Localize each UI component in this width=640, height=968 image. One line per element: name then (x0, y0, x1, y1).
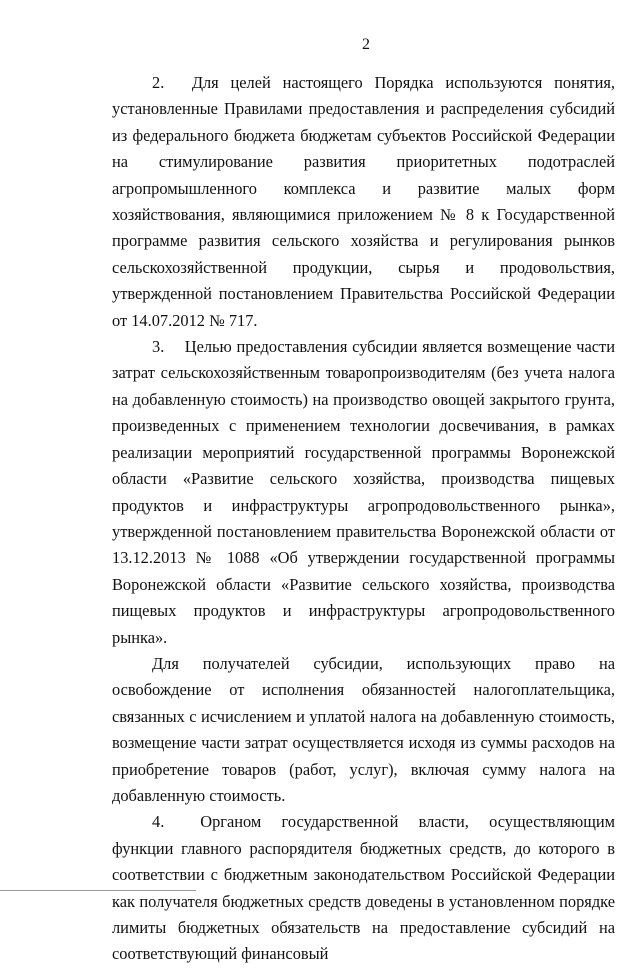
paragraph-3 (112, 334, 615, 651)
paragraph-text: Органом государственной власти, осуществляющим функции главного распорядителя бюджетных средств, до которого в соответствии с бюджетным законодательством Российской Федерации как получателя бюджетных средств доведены в установленном порядке лимиты бюджетных обязательств на предоставление субсидий на соответствующий финансовый (112, 812, 615, 964)
paragraph-text: Для получателей субсидии, использующих право на освобождение от исполнения обязанностей налогоплательщика, связанных с исчислением и уплатой налога на добавленную стоимость, возмещение части затрат осуществляется исходя из суммы расходов на приобретение товаров (работ, услуг), включая сумму налога на добавленную стоимость. (112, 653, 615, 805)
paragraph-number: 2. (152, 73, 165, 92)
footer-divider (0, 890, 196, 891)
paragraph-number: 4. (152, 812, 165, 832)
paragraph-4 (112, 809, 615, 967)
paragraph-text: Целью предоставления субсидии является возмещение части затрат сельскохозяйственным товаропроизводителям (без учета налога на добавленную стоимость) на производство овощей закрытого грунта, произведенных с применением технологии досвечивания, в рамках реализации мероприятий государственной программы Воронежской области «Развитие сельского хозяйства, производства пищевых продуктов и инфраструктуры агропродовольственного рынка», утвержденной постановлением правительства Воронежской области от 13.12.2013 № 1088 «Об утверждении государственной программы Воронежской области «Развитие сельского хозяйства, производства пищевых продуктов и инфраструктуры агропродовольственного рынка». (112, 337, 615, 647)
paragraph-number: 3. (152, 337, 165, 357)
paragraph-3-continued (112, 651, 615, 809)
document-body (112, 70, 615, 968)
paragraph-2 (112, 70, 615, 334)
paragraph-text: Для целей настоящего Порядка используются понятия, установленные Правилами предоставления и распределения субсидий из федерального бюджета бюджетам субъектов Российской Федерации на стимулирование развития приоритетных подотраслей агропромышленного комплекса и развитие малых форм хозяйствования, являющимися приложением № 8 к Государственной программе развития сельского хозяйства и регулирования рынков сельскохозяйственной продукции, сырья и продовольствия, утвержденной постановлением Правительства Российской Федерации от 14.07.2012 № 717. (112, 73, 615, 330)
page-number: 2 (362, 36, 370, 53)
